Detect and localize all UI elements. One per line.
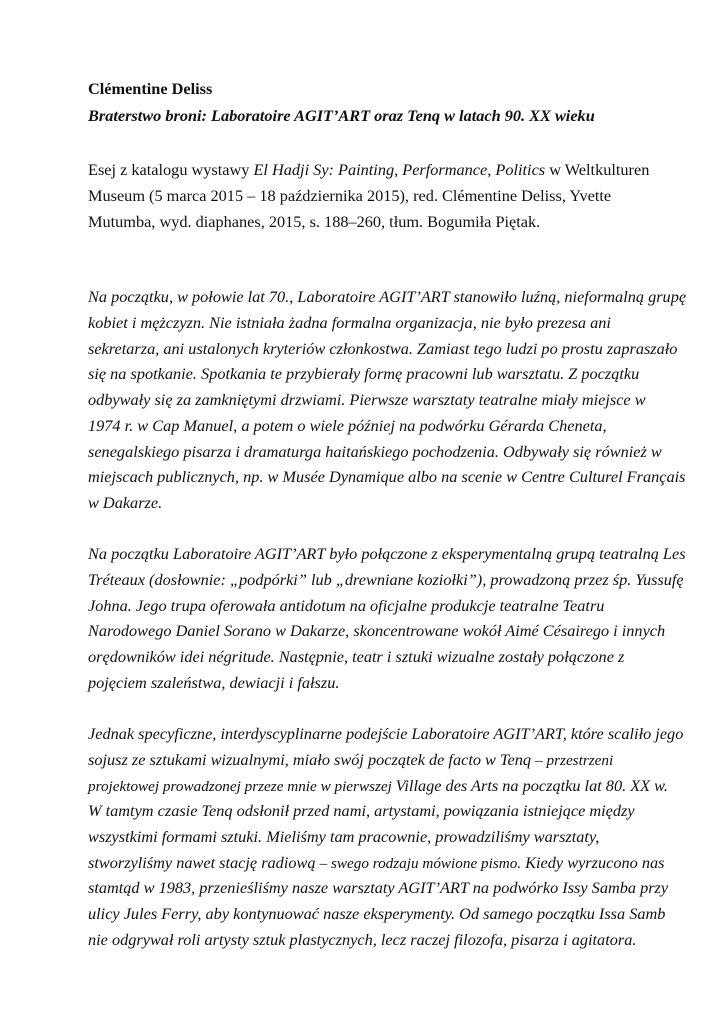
author-name: Clémentine Deliss <box>88 79 213 98</box>
paragraph-line <box>88 750 613 771</box>
paragraph-text: – swego rodzaju mówione pismo. <box>319 855 522 872</box>
source-line <box>88 160 649 180</box>
source-text: w Weltkulturen <box>545 160 650 179</box>
paragraph-line: się na spotkanie. Spotkania te przybierały formę pracowni lub warsztatu. Z początku <box>88 364 640 383</box>
paragraph-line: orędowników idei négritude. Następnie, teatr i sztuki wizualne zostały połączone z <box>88 647 625 666</box>
paragraph-line: pojęciem szaleństwa, dewiacji i fałszu. <box>88 673 340 692</box>
paragraph-line: Tréteaux (dosłownie: „podpórki” lub „drewniane koziołki”), prowadzoną przez śp. Yussufę <box>88 570 684 589</box>
paragraph-line <box>88 853 664 874</box>
paragraph-line: Na początku, w połowie lat 70., Laboratoire AGIT’ART stanowiło luźną, nieformalną grupę <box>88 287 687 306</box>
paragraph-text: Kiedy wyrzucono nas <box>521 853 665 872</box>
source-line: Mutumba, wyd. diaphanes, 2015, s. 188–260, tłum. Bogumiła Piętak. <box>88 212 541 231</box>
paragraph-line: Johna. Jego trupa oferowała antidotum na oficjalne produkcje teatralne Teatru <box>88 596 605 615</box>
exhibition-title: El Hadji Sy: Painting, Performance, Politics <box>253 160 546 179</box>
paragraph-text: – przestrzeni <box>535 752 614 769</box>
paragraph-line: 1974 r. w Cap Manuel, a potem o wiele później na podwórku Gérarda Cheneta, <box>88 416 607 435</box>
paragraph-line: wszystkimi formami sztuki. Mieliśmy tam pracownie, prowadziliśmy warsztaty, <box>88 827 600 846</box>
paragraph-line: kobiet i mężczyzn. Nie istniała żadna formalna organizacja, nie było prezesa ani <box>88 313 611 332</box>
paragraph-line: sekretarza, ani ustalonych kryteriów członkostwa. Zamiast tego ludzi po prostu zapraszało <box>88 339 678 358</box>
paragraph-text: sojusz ze sztukami wizualnymi, miało swój początek de facto w Tenq <box>88 750 536 769</box>
paragraph-line: odbywały się za zamkniętymi drzwiami. Pierwsze warsztaty teatralne miały miejsce w <box>88 390 646 409</box>
paragraph-line: w Dakarze. <box>88 493 163 512</box>
paragraph-line: nie odgrywał roli artysty sztuk plastycznych, lecz raczej filozofa, pisarza i agitatora. <box>88 930 637 949</box>
paragraph-text: projektowej prowadzonej przeze mnie w pierwszej <box>88 778 396 795</box>
paragraph-line: miejscach publicznych, np. w Musée Dynamique albo na scenie w Centre Culturel Français <box>88 467 686 486</box>
paragraph-line: ulicy Jules Ferry, aby kontynuować nasze eksperymenty. Od samego początku Issa Samb <box>88 904 666 923</box>
source-text: Esej z katalogu wystawy <box>88 160 254 179</box>
essay-title: Braterstwo broni: Laboratoire AGIT’ART oraz Tenq w latach 90. XX wieku <box>88 106 595 125</box>
paragraph-line <box>88 776 668 797</box>
paragraph-line: W tamtym czasie Tenq odsłonił przed nami, artystami, powiązania istniejące między <box>88 801 635 820</box>
paragraph-line: stamtąd w 1983, przenieśliśmy nasze warsztaty AGIT’ART na podwórko Issy Samba przy <box>88 878 669 897</box>
paragraph-text: stworzyliśmy nawet stację radiową <box>88 853 320 872</box>
source-line: Museum (5 marca 2015 – 18 października 2015), red. Clémentine Deliss, Yvette <box>88 186 612 205</box>
paragraph-line: Narodowego Daniel Sorano w Dakarze, skoncentrowane wokół Aimé Césairego i innych <box>88 621 666 640</box>
paragraph-text: Village des Arts na początku lat 80. XX w. <box>395 776 668 795</box>
paragraph-line: Na początku Laboratoire AGIT’ART było połączone z eksperymentalną grupą teatralną Les <box>88 544 686 563</box>
paragraph-line: Jednak specyficzne, interdyscyplinarne podejście Laboratoire AGIT’ART, które scaliło jego <box>88 724 684 743</box>
paragraph-line: senegalskiego pisarza i dramaturga haitańskiego pochodzenia. Odbywały się również w <box>88 442 662 461</box>
